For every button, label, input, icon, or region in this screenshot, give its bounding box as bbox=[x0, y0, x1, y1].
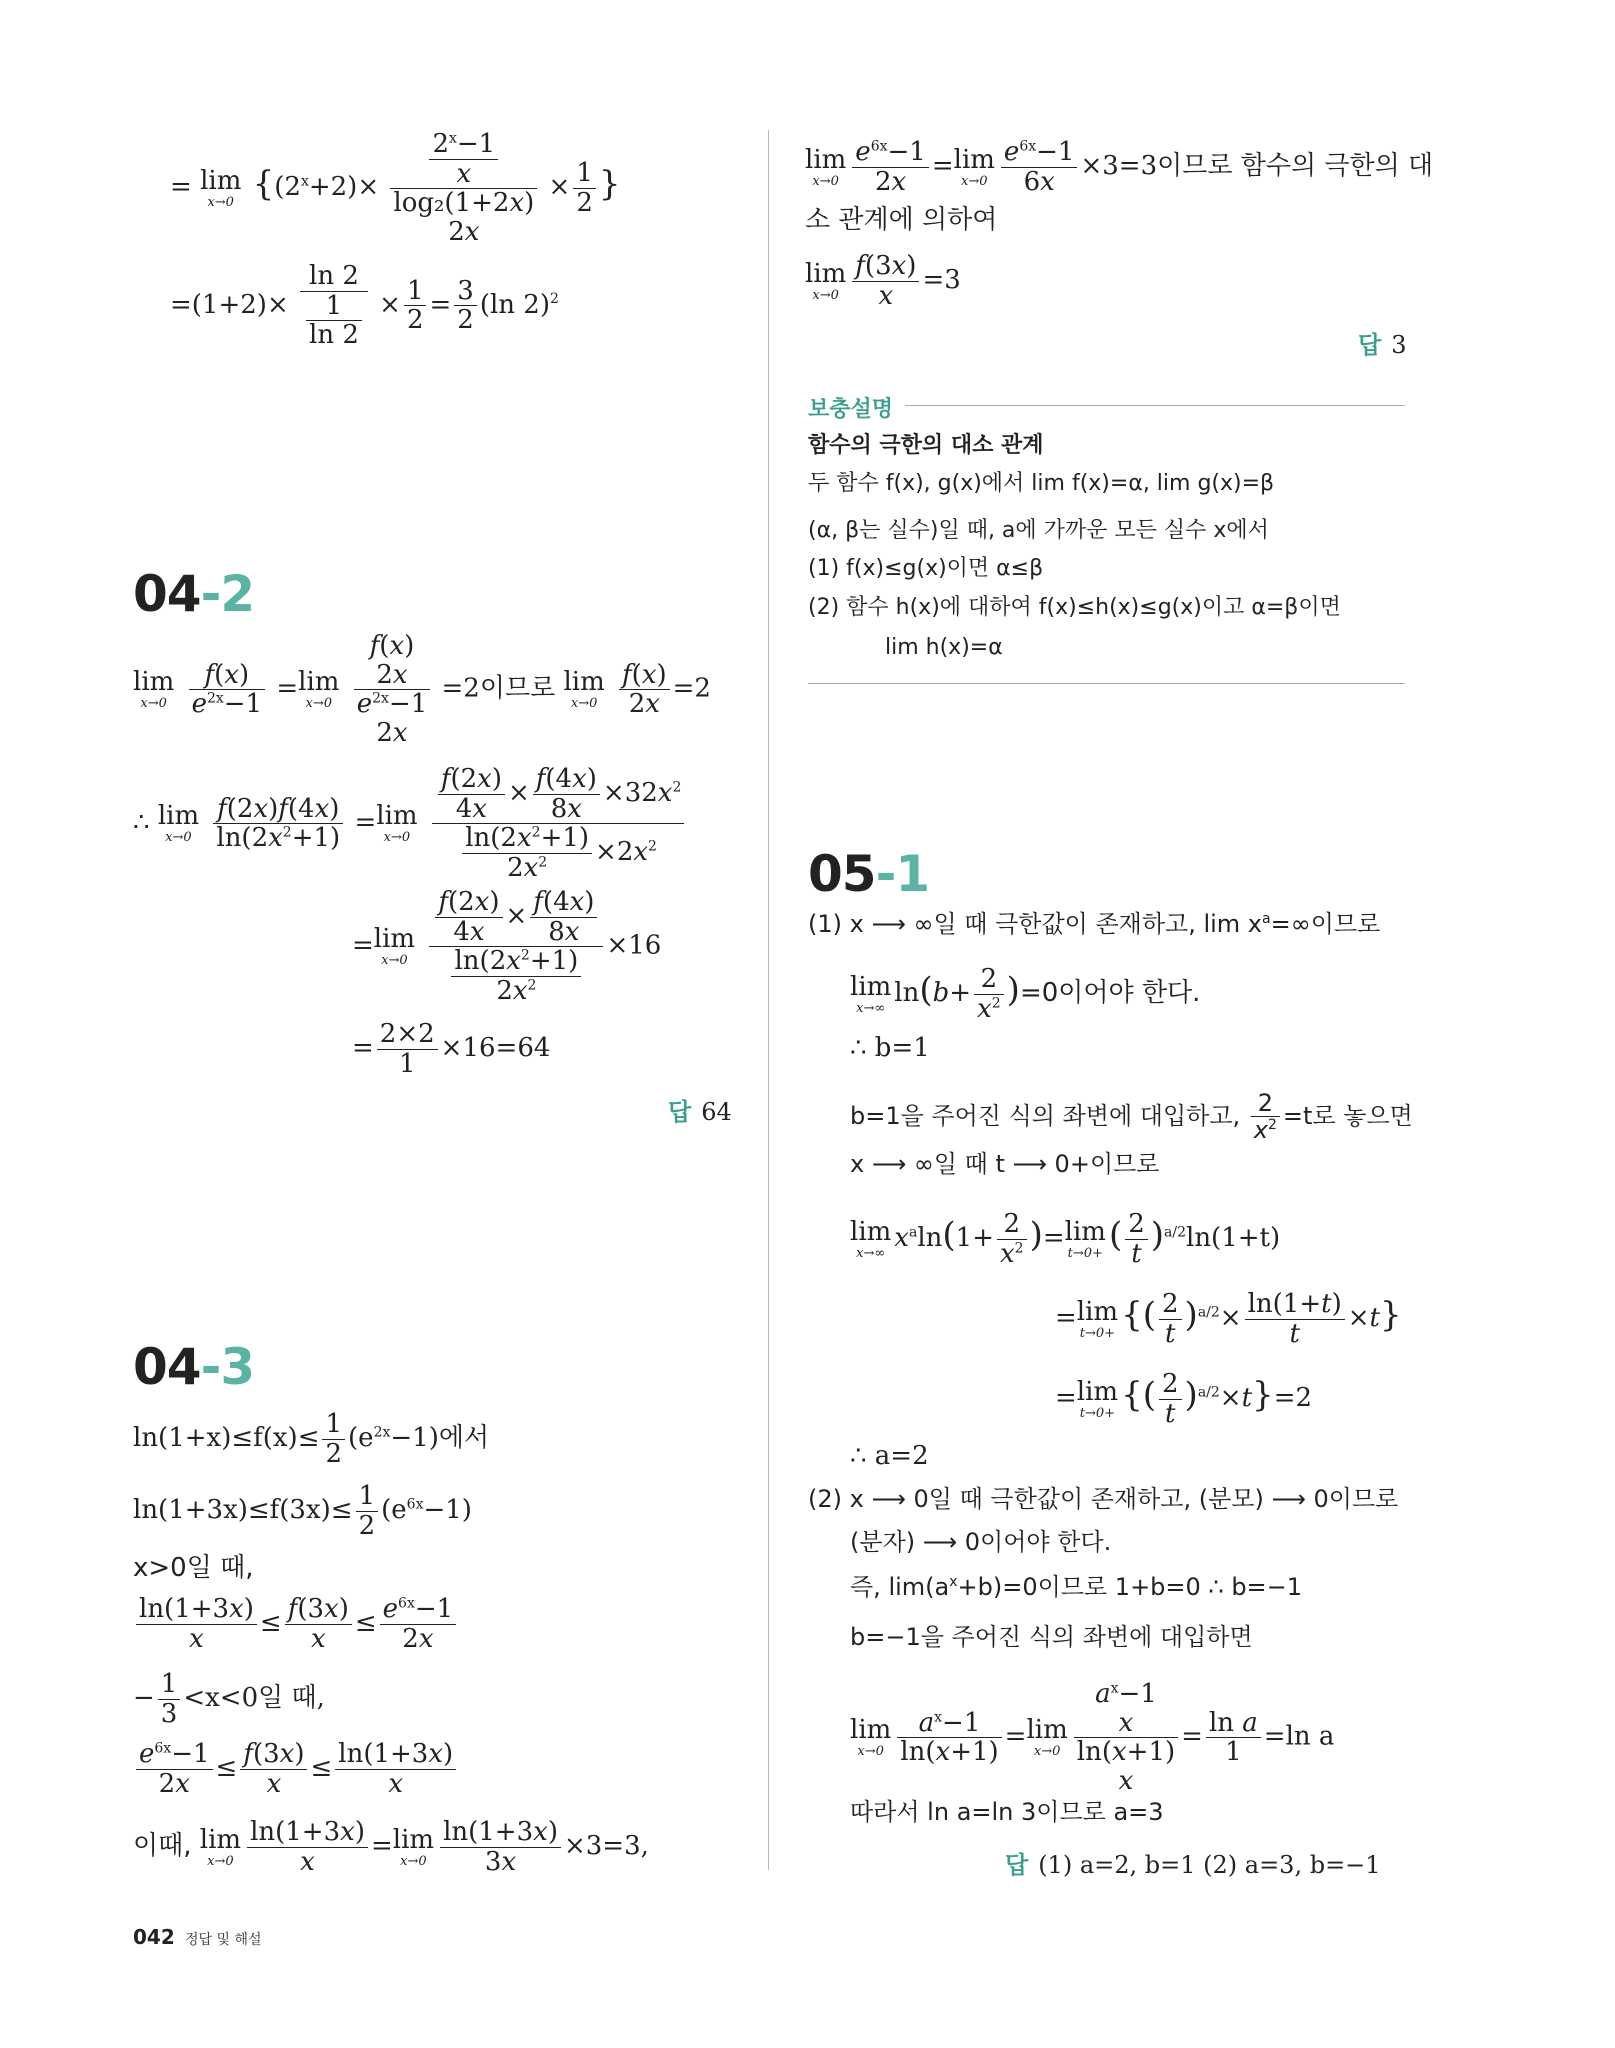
eq-051-q4: b=−1을 주어진 식의 좌변에 대입하면 bbox=[850, 1623, 1253, 1651]
eq-043-2: ln(1+3x)≤f(3x)≤ $\frac{1}{2}$ $(e^{6x}-1)$ bbox=[133, 1481, 472, 1541]
box-l2: (α, β는 실수)일 때, a에 가까운 모든 실수 x에서 bbox=[808, 518, 1269, 543]
eq-043-1: ln(1+x)≤f(x)≤ $\frac{1}{2}$ $(e^{2x}-1)$에서 bbox=[133, 1409, 490, 1469]
heading-04-3: 04-3 bbox=[133, 1338, 255, 1396]
eq-051-p6: lim x→∞ $x^a\ln(1+$ $\frac{2}{x^2}$ )=lim t→0+ ( $\frac{2}{t}$ )$^{a/2}$ln(1+t) bbox=[850, 1209, 1281, 1269]
eq-051-q1: (2) x ⟶ 0일 때 극한값이 존재하고, (분모) ⟶ 0이므로 bbox=[808, 1485, 1399, 1513]
eq-043-3: x>0일 때, bbox=[133, 1553, 254, 1583]
answer-042: 답 64 bbox=[668, 1098, 732, 1126]
eq-043-5: − $\frac{1}{3}$ <x<0일 때, bbox=[133, 1669, 325, 1729]
eq-r-1: lim x→0 $\frac{e^{6x}-1}{2x}$ =lim x→0 $\frac{e^{6x}-1}{6x}$ ×3=3이므로 함수의 극한의 대 bbox=[805, 137, 1434, 197]
answer-051: 답 (1) a=2, b=1 (2) a=3, b=−1 bbox=[1005, 1851, 1381, 1879]
eq-r-3: lim x→0 $\frac{f(3x)}{x}$ =3 bbox=[805, 251, 961, 311]
eq-051-q6: 따라서 ln a=ln 3이므로 a=3 bbox=[850, 1798, 1164, 1826]
eq-051-q2: (분자) ⟶ 0이어야 한다. bbox=[850, 1528, 1112, 1556]
answer-043: 답 3 bbox=[1358, 331, 1407, 359]
eq-051-q5: lim x→0 $\frac{a^x-1}{\ln(x+1)}$ =lim x→0 $a^x-1$ x ln(x+1) x = $\frac{\text{ln a}}{1}$ =ln a bbox=[850, 1679, 1335, 1796]
eq-051-p7: =lim t→0+ {( $\frac{2}{t}$ )$^{a/2}$× $\frac{\ln(1+t)}{t}$ ×t} bbox=[1055, 1289, 1402, 1349]
eq-051-q3: 즉, $\lim(a^x+b)=0$이므로 1+b=0 ∴ b=−1 bbox=[850, 1573, 1303, 1601]
eq-042-1: lim x→0 $\frac{f(x)}{e^{2x}-1}$ =lim x→0 f(x) 2x $e^{2x}-1$ 2x =2이므로 lim x→0 $\frac{f(x)}{2x}$ =2 bbox=[133, 631, 711, 748]
eq-051-p9: ∴ a=2 bbox=[850, 1441, 929, 1471]
eq-043-4: $\frac{\ln(1+3x)}{x}$ ≤ $\frac{f(3x)}{x}$ ≤ $\frac{e^{6x}-1}{2x}$ bbox=[133, 1595, 459, 1653]
eq-051-p5: x ⟶ ∞일 때 t ⟶ 0+이므로 bbox=[850, 1150, 1160, 1178]
box-bottom-rule bbox=[808, 683, 1405, 684]
eq-043-6: $\frac{e^{6x}-1}{2x}$ ≤ $\frac{f(3x)}{x}$ ≤ $\frac{\ln(1+3x)}{x}$ bbox=[133, 1740, 459, 1798]
box-title: 보충설명 bbox=[808, 397, 894, 422]
eq-051-p8: =lim t→0+ {( $\frac{2}{t}$ )$^{a/2}$×t}=2 bbox=[1055, 1369, 1313, 1429]
page-number: 042 bbox=[133, 1925, 175, 1949]
eq-r-2: 소 관계에 의하여 bbox=[805, 205, 998, 235]
eq-042-3: =lim x→0 $\frac{f(2x)}{4x}$ × $\frac{f(4x)}{8x}$ $\frac{\ln(2x^2+1)}{2x^2}$ ×16 bbox=[352, 887, 662, 1006]
eq-051-p1: (1) x ⟶ ∞일 때 극한값이 존재하고, $\lim x^a=\infty$이므로 bbox=[808, 910, 1381, 938]
heading-05-1: 05-1 bbox=[808, 845, 930, 903]
box-subtitle: 함수의 극한의 대소 관계 bbox=[808, 433, 1044, 458]
eq-042-4: = $\frac{2\times 2}{1}$ ×16=64 bbox=[352, 1019, 551, 1079]
eq-top-1: = lim x→0 {$(2^x+2)\times$ $\frac{2^x-1}{x}$ log₂(1+2x) 2x × $\frac{1}{2}$ } bbox=[170, 129, 621, 247]
heading-04-2: 04-2 bbox=[133, 565, 255, 623]
eq-top-2: =(1+2)× $\frac{\ln 2}{\frac{1}{\ln 2}}$ × $\frac{1}{2}$ = $\frac{3}{2}$ (ln 2)$^2$ bbox=[170, 261, 559, 351]
box-l5: lim h(x)=α bbox=[885, 635, 1003, 660]
column-divider bbox=[768, 130, 769, 1870]
box-l4: (2) 함수 h(x)에 대하여 f(x)≤h(x)≤g(x)이고 α=β이면 bbox=[808, 595, 1341, 620]
footer-title: 정답 및 해설 bbox=[185, 1932, 262, 1948]
eq-051-p2: lim x→∞ ln(b+ $\frac{2}{x^2}$ )=0이어야 한다. bbox=[850, 964, 1201, 1024]
eq-051-p3: ∴ b=1 bbox=[850, 1033, 930, 1063]
box-top-rule bbox=[905, 405, 1405, 406]
box-l3: (1) f(x)≤g(x)이면 α≤β bbox=[808, 556, 1044, 581]
box-l1: 두 함수 f(x), g(x)에서 lim f(x)=α, lim g(x)=β bbox=[808, 471, 1275, 496]
eq-042-2: ∴ lim x→0 $\frac{f(2x)f(4x)}{\ln(2x^2+1)}$ =lim x→0 $\frac{f(2x)}{4x}$ × $\frac{f(4x)}{8x}$ $\times 32x^2$ $\frac{\ln(2x^2+1)}{2x^2}$ $\times 2x^2$ bbox=[133, 765, 687, 882]
eq-051-p4: b=1을 주어진 식의 좌변에 대입하고, $\frac{2}{x^2}$ =t로 놓으면 bbox=[850, 1089, 1413, 1145]
eq-043-7: 이때, lim x→0 $\frac{\ln(1+3x)}{x}$ =lim x→0 $\frac{\ln(1+3x)}{3x}$ ×3=3, bbox=[133, 1817, 649, 1877]
